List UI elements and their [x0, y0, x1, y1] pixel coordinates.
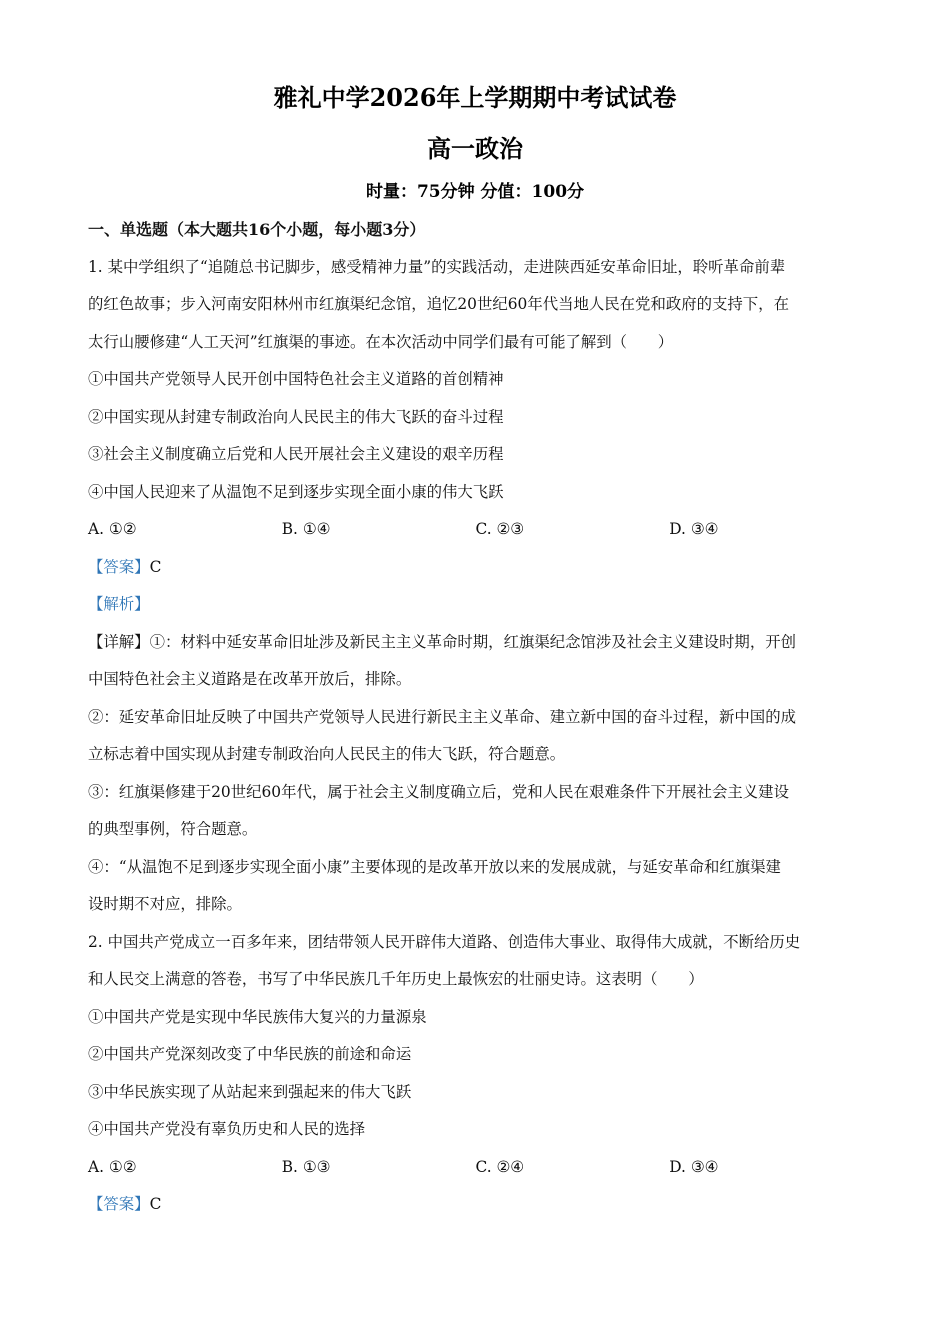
answer-value: C: [149, 1195, 162, 1213]
answer-line: [88, 1186, 863, 1224]
detail-line: 立标志着中国实现从封建专制政治向人民民主的伟大飞跃，符合题意。: [88, 745, 566, 763]
statement-item: ④中国共产党没有辜负历史和人民的选择: [88, 1120, 366, 1138]
option-b: B. ①④: [281, 520, 331, 538]
answer-tag: 【答案】: [88, 557, 150, 576]
answer-options: [88, 511, 863, 549]
exam-content: [88, 211, 863, 1224]
statement-item: ②中国实现从封建专制政治向人民民主的伟大飞跃的奋斗过程: [88, 407, 504, 426]
statement-item: ①中国共产党领导人民开创中国特色社会主义道路的首创精神: [88, 370, 504, 388]
detail-tag: 【详解】: [88, 632, 150, 651]
detail-line: 设时期不对应，排除。: [88, 895, 242, 913]
question-stem-line: 和人民交上满意的答卷，书写了中华民族几千年历史上最恢宏的壮丽史诗。这表明（ ）: [88, 970, 704, 988]
option-c: C. ②④: [475, 1157, 525, 1176]
detail-line: ④：“从温饱不足到逐步实现全面小康”主要体现的是改革开放以来的发展成就，与延安革命和红旗渠建: [88, 857, 781, 876]
section-title: 一、单选题（本大题共16个小题，每小题3分）: [88, 220, 426, 239]
detail-line: [88, 624, 863, 662]
answer-value: C: [149, 557, 162, 576]
statement-item: ③社会主义制度确立后党和人民开展社会主义建设的艰辛历程: [88, 445, 504, 463]
exam-title: 雅礼中学2026年上学期期中考试试卷: [273, 83, 677, 112]
option-d: D. ③④: [669, 520, 719, 538]
answer-line: [88, 549, 863, 587]
option-a: A. ①②: [88, 520, 137, 538]
detail-line: ②：延安革命旧址反映了中国共产党领导人民进行新民主主义革命、建立新中国的奋斗过程，新中国的成: [88, 707, 796, 726]
question-stem-line: 太行山腰修建“人工天河”红旗渠的事迹。在本次活动中同学们最有可能了解到（ ）: [88, 332, 674, 351]
statement-item: ①中国共产党是实现中华民族伟大复兴的力量源泉: [88, 1007, 427, 1026]
question-2: [88, 924, 863, 1224]
time-score-line: 时量：75分钟 分值：100分: [365, 182, 585, 202]
question-stem-line: 1. 某中学组织了“追随总书记脚步，感受精神力量”的实践活动，走进陕西延安革命旧址，聆听革命前辈: [88, 257, 786, 276]
analysis-line: [88, 586, 863, 624]
option-b: B. ①③: [281, 1157, 331, 1176]
statement-item: ③中华民族实现了从站起来到强起来的伟大飞跃: [88, 1082, 412, 1101]
statement-item: ②中国共产党深刻改变了中华民族的前途和命运: [88, 1045, 412, 1063]
statement-item: ④中国人民迎来了从温饱不足到逐步实现全面小康的伟大飞跃: [88, 482, 504, 501]
option-a: A. ①②: [88, 1157, 137, 1176]
option-c: C. ②③: [475, 520, 525, 538]
analysis-tag: 【解析】: [88, 595, 150, 613]
detail-line: 的典型事例，符合题意。: [88, 820, 258, 838]
question-stem-line: 的红色故事；步入河南安阳林州市红旗渠纪念馆，追忆20世纪60年代当地人民在党和政府的支持下，在: [88, 295, 789, 313]
option-d: D. ③④: [669, 1157, 719, 1176]
detail-line: ③：红旗渠修建于20世纪60年代，属于社会主义制度确立后，党和人民在艰难条件下开展社会主义建设: [88, 782, 789, 801]
detail-text: ①：材料中延安革命旧址涉及新民主主义革命时期，红旗渠纪念馆涉及社会主义建设时期，开创: [149, 632, 796, 651]
question-stem-line: 2. 中国共产党成立一百多年来，团结带领人民开辟伟大道路、创造伟大事业、取得伟大成就，不断给历史: [88, 932, 801, 951]
answer-tag: 【答案】: [88, 1195, 150, 1213]
detail-line: 中国特色社会主义道路是在改革开放后，排除。: [88, 670, 412, 688]
subject-title: 高一政治: [427, 134, 523, 163]
answer-options: [88, 1149, 863, 1187]
question-1: [88, 249, 863, 924]
